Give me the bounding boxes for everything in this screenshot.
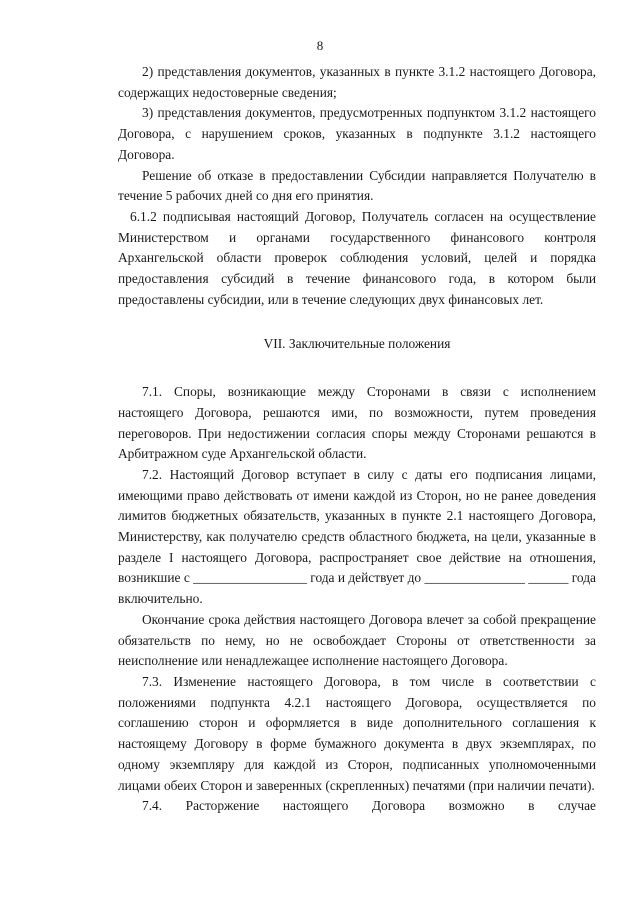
paragraph-7-1: 7.1. Споры, возникающие между Сторонами в связи с исполнением настоящего Договора, решаются ими, по возможности, путем проведения переговоров. При недостижении согласия споры между Сторонами решаются в Арбитражном суде Архангельской области. xyxy=(118,384,596,462)
paragraph-item-3: 3) представления документов, предусмотренных подпунктом 3.1.2 настоящего Договора, с нарушением сроков, указанных в подпункте 3.1.2 настоящего Договора. xyxy=(118,105,596,162)
paragraph-term-end: Окончание срока действия настоящего Договора влечет за собой прекращение обязательств по нему, но не освобождает Стороны от ответственности за неисполнение или ненадлежащее исполнение настоящего Договора. xyxy=(118,611,596,669)
paragraph-7-2: 7.2. Настоящий Договор вступает в силу с даты его подписания лицами, имеющими право действовать от имени каждой из Сторон, но не ранее доведения лимитов бюджетных обязательств, указанных в пункте 2.1 настоящего Договора, Министерству, как получателю средств областного бюджета, на цели, указанные в разделе I настоящего Договора, распространяет свое действие на отношения, возникшие с _________________ года и действует до _______________ ______ года включительно. xyxy=(118,466,596,607)
paragraph-6-1-2: 6.1.2 подписывая настоящий Договор, Получатель согласен на осуществление Министерством и органами государственного финансового контроля Архангельской области проверок соблюдения условий, целей и порядка предоставления субсидий в течение финансового года, в котором были предоставлены субсидии, или в течение следующих двух финансовых лет. xyxy=(118,208,596,307)
document-body xyxy=(118,62,596,817)
paragraph-7-4: 7.4. Расторжение настоящего Договора возможно в случае xyxy=(142,798,596,814)
section-heading: VII. Заключительные положения xyxy=(263,336,451,352)
paragraph-item-2: 2) представления документов, указанных в пункте 3.1.2 настоящего Договора, содержащих недостоверные сведения; xyxy=(118,64,596,100)
paragraph-refusal-decision: Решение об отказе в предоставлении Субсидии направляется Получателю в течение 5 рабочих дней со дня его принятия. xyxy=(118,167,596,204)
paragraph-7-3: 7.3. Изменение настоящего Договора, в том числе в соответствии с положениями подпункта 4.2.1 настоящего Договора, осуществляется по соглашению сторон и оформляется в виде дополнительного соглашения к настоящему Договору в форме бумажного документа в двух экземплярах, по одному экземпляру для каждой из Сторон, подписанных уполномоченными лицами обеих Сторон и заверенных (скрепленных) печатями (при наличии печати). xyxy=(118,673,596,793)
page-number: 8 xyxy=(316,38,324,53)
